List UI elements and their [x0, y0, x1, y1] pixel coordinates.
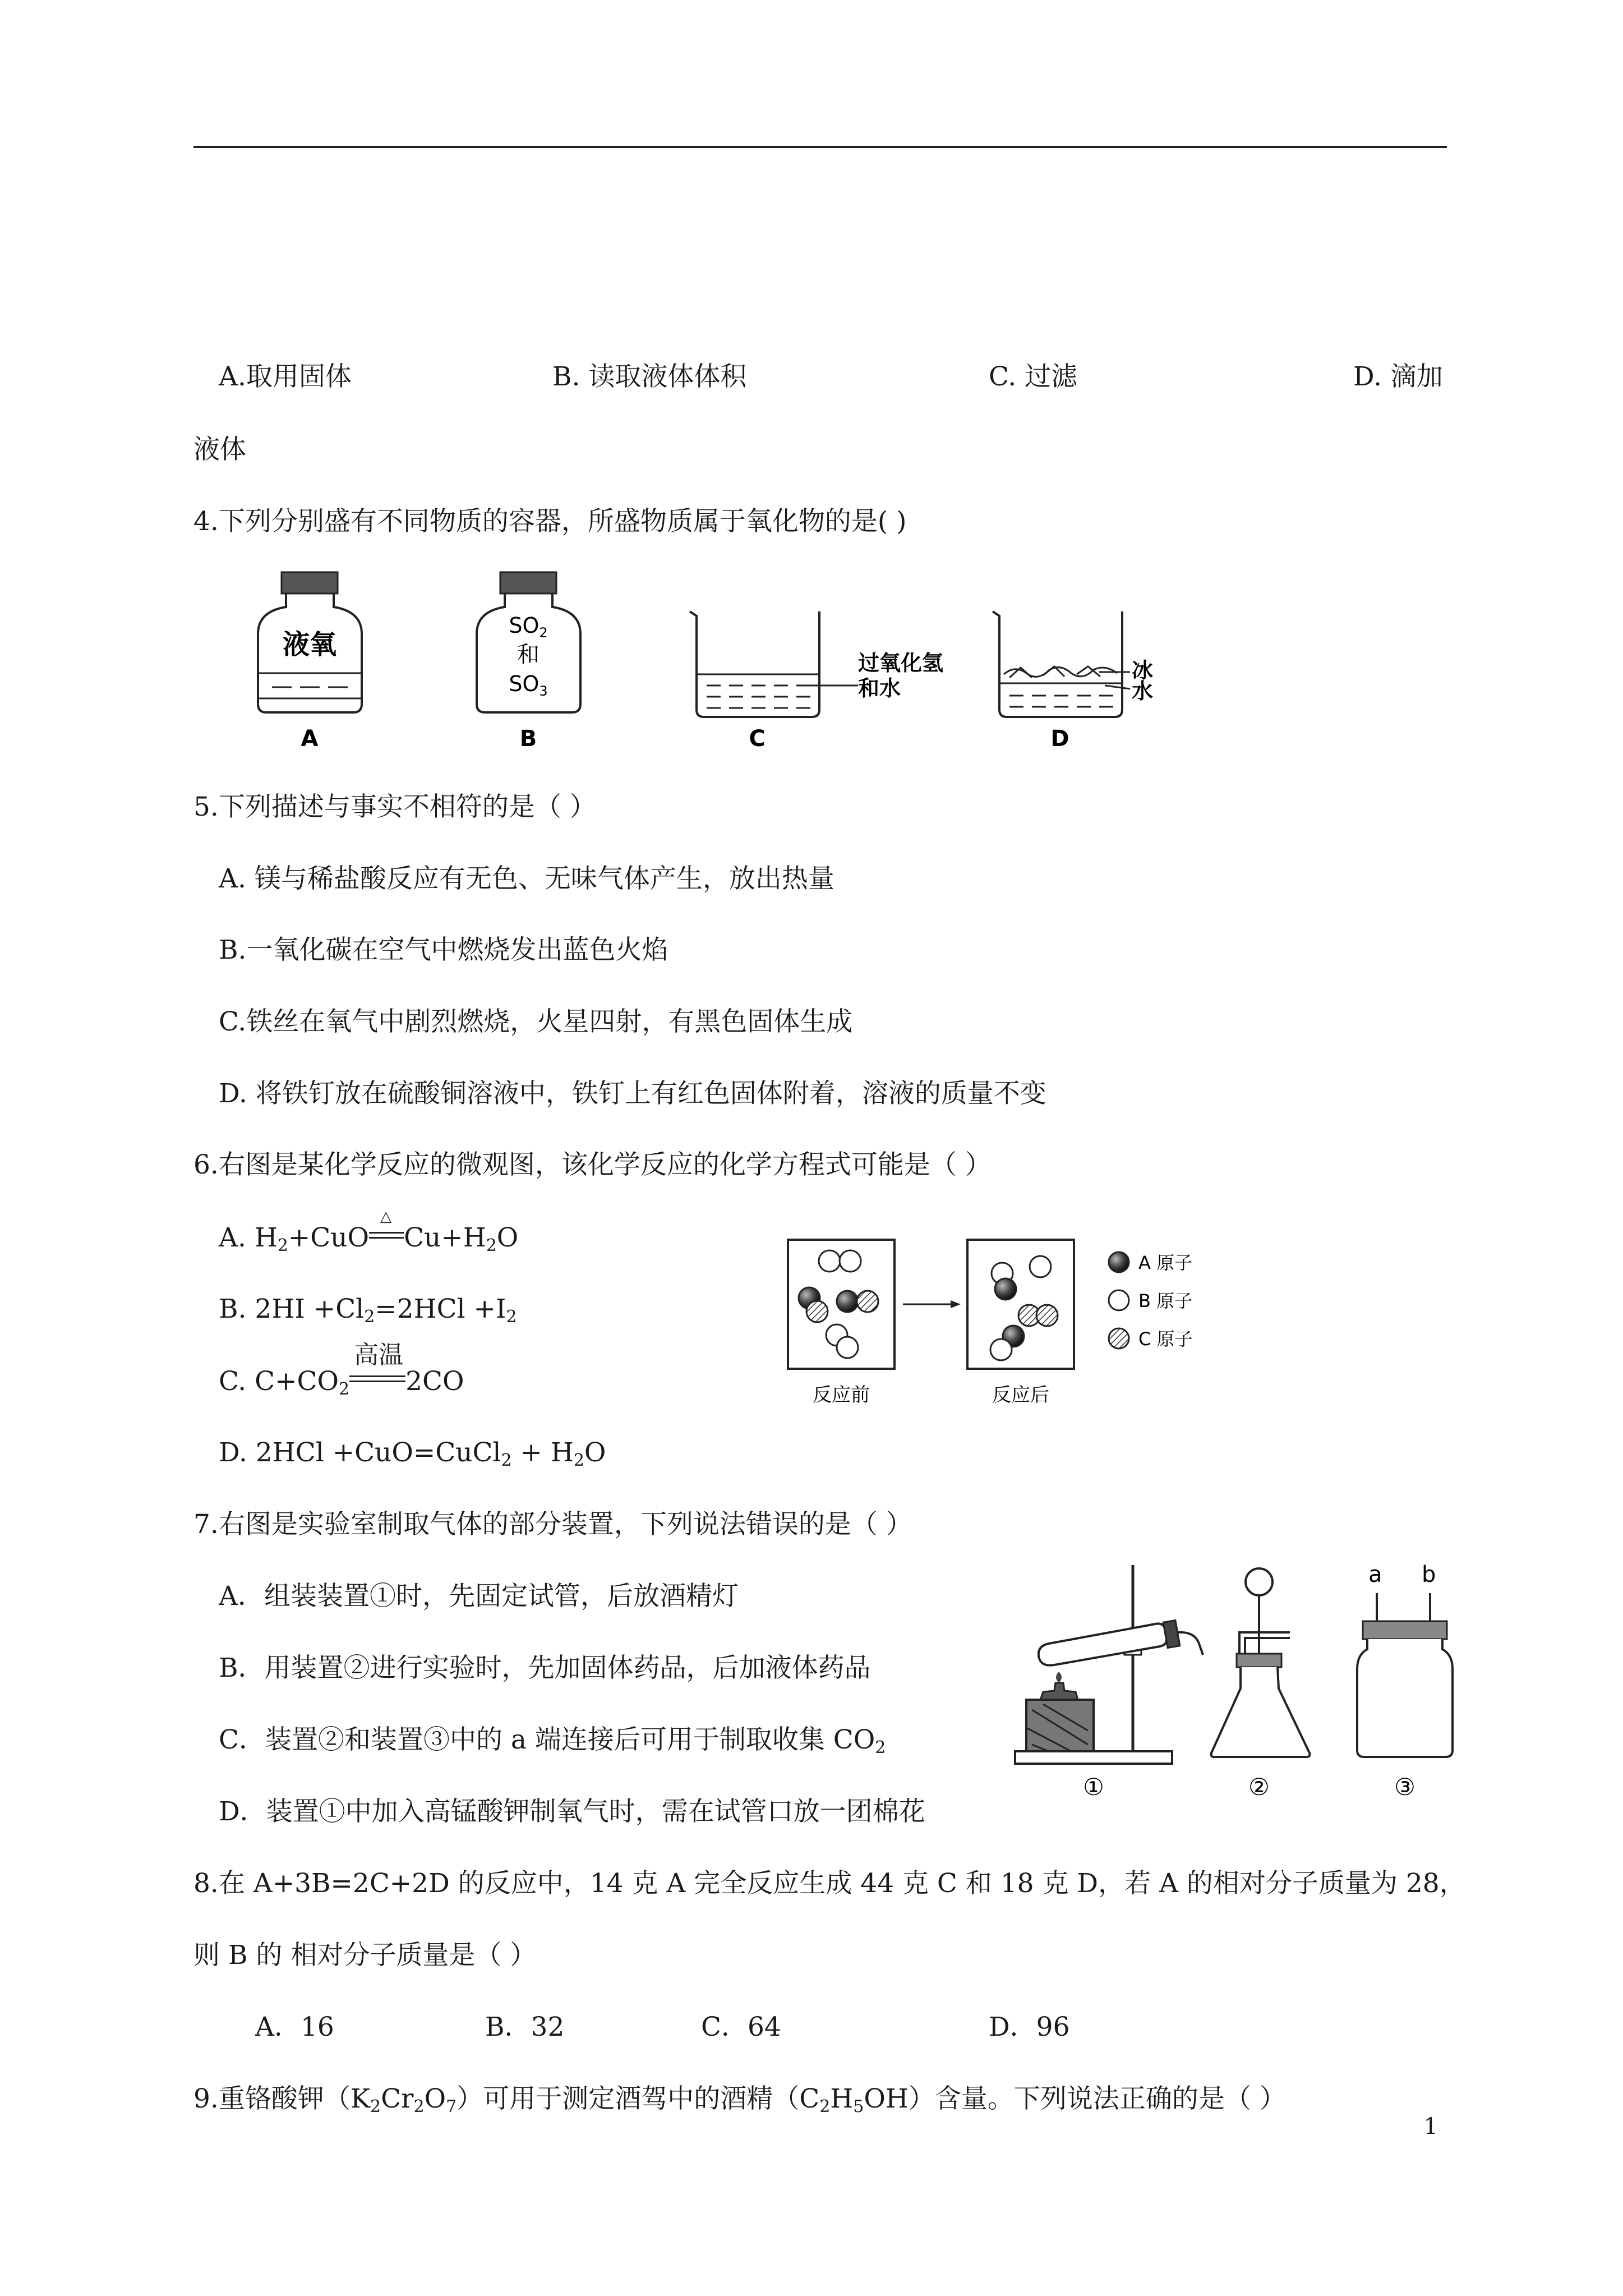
q7-option-a: A．组装装置①时，先固定试管，后放酒精灯	[219, 1581, 739, 1612]
apparatus-2	[1211, 1568, 1310, 1801]
q9-part6: OH）含量。下列说法正确的是（ ）	[864, 2083, 1286, 2114]
label-c: C	[749, 726, 766, 752]
q9-sub2: 2	[413, 2097, 425, 2116]
q6-a-h: H	[254, 1222, 278, 1253]
q5-option-a: A. 镁与稀盐酸反应有无色、无味气体产生，放出热量	[219, 863, 834, 894]
label-3: ③	[1394, 1773, 1415, 1801]
before-label: 反应前	[813, 1384, 870, 1406]
label-a-end: a	[1368, 1562, 1382, 1588]
legend-c: C 原子	[1138, 1328, 1193, 1350]
q6-c-arrow	[349, 1341, 405, 1390]
label-d: D	[1050, 726, 1069, 752]
q5-stem: 5.下列描述与事实不相符的是（ ）	[193, 792, 596, 822]
q6-micro-figure	[782, 1234, 1287, 1425]
q8-stem-line1: 8.在 A+3B=2C+2D 的反应中，14 克 A 完全反应生成 44 克 C 和 18 克 D，若 A 的相对分子质量为 28，	[193, 1868, 1466, 1899]
q9-part1: 9.重铬酸钾（K	[193, 2083, 370, 2114]
d-label-ice: 冰	[1132, 658, 1154, 683]
q6-a-arrow	[369, 1208, 404, 1246]
b-so3: SO	[509, 671, 540, 696]
q6-a-cuo: +CuO	[288, 1222, 370, 1253]
q9-part2: Cr	[381, 2083, 414, 2114]
q8-stem-line2: 则 B 的 相对分子质量是（ ）	[193, 1940, 537, 1971]
q6-b-sub2: 2	[506, 1307, 517, 1327]
after-label: 反应后	[992, 1384, 1049, 1406]
q9-sub1: 2	[370, 2097, 381, 2116]
label-b: B	[519, 726, 537, 752]
bottle-a	[258, 572, 362, 752]
q8-option-b: B．32	[485, 2012, 565, 2042]
q3-option-d-cont: 液体	[193, 434, 246, 465]
q5-option-b: B.一氧化碳在空气中燃烧发出蓝色火焰	[219, 935, 668, 965]
svg-text:SO3	[509, 671, 547, 699]
b-so2: SO	[509, 613, 540, 638]
q6-c-cond: 高温	[354, 1341, 404, 1369]
q6-a-prefix: A.	[219, 1222, 255, 1253]
q6-a-rhs: Cu+H	[404, 1222, 486, 1253]
q7-stem: 7.右图是实验室制取气体的部分装置，下列说法错误的是（ ）	[193, 1509, 912, 1540]
legend-b: B 原子	[1138, 1290, 1193, 1312]
q7-option-c-text: C．装置②和装置③中的 a 端连接后可用于制取收集 CO	[219, 1724, 875, 1755]
q7-option-b: B．用装置②进行实验时，先加固体药品，后加液体药品	[219, 1653, 871, 1683]
q6-stem: 6.右图是某化学反应的微观图，该化学反应的化学方程式可能是（ ）	[193, 1149, 992, 1180]
header-rule	[193, 146, 1447, 148]
b-and: 和	[517, 642, 540, 668]
q9-sub5: 5	[853, 2097, 864, 2116]
q7-apparatus-figure	[1009, 1559, 1475, 1806]
beaker-c	[690, 611, 943, 752]
q9-sub4: 2	[819, 2097, 831, 2116]
label-2: ②	[1248, 1773, 1270, 1801]
c-label-1: 过氧化氢	[858, 651, 944, 675]
q6-b-prefix: B. 2HI +Cl	[219, 1294, 365, 1324]
q9-sub3: 7	[446, 2097, 457, 2116]
b-so2-sub: 2	[539, 625, 548, 641]
q6-a-rhs-end: O	[496, 1222, 519, 1253]
q6-option-d	[219, 1437, 606, 1470]
q6-b-sub1: 2	[364, 1307, 375, 1327]
label-1: ①	[1083, 1773, 1104, 1801]
q6-a-cond: △	[380, 1208, 392, 1225]
d-label-water: 水	[1132, 679, 1154, 703]
beaker-d	[993, 611, 1153, 752]
after-box	[967, 1240, 1074, 1369]
q3-option-d: D. 滴加	[1353, 361, 1443, 392]
q6-a-rhs-sub: 2	[486, 1236, 497, 1255]
q8-option-d: D．96	[989, 2012, 1070, 2042]
q7-option-c	[219, 1724, 886, 1757]
q5-option-c: C.铁丝在氧气中剧烈燃烧，火星四射，有黑色固体生成	[219, 1006, 853, 1037]
q5-option-d: D. 将铁钉放在硫酸铜溶液中，铁钉上有红色固体附着，溶液的质量不变	[219, 1078, 1046, 1109]
q6-option-b	[219, 1294, 517, 1327]
q3-option-b: B. 读取液体体积	[552, 361, 747, 392]
q9-part5: H	[830, 2083, 854, 2114]
q3-option-a: A.取用固体	[219, 361, 352, 392]
q6-d-prefix: D. 2HCl +CuO=CuCl	[219, 1437, 501, 1468]
page-number: 1	[1423, 2114, 1438, 2139]
q9-part3: O	[424, 2083, 446, 2114]
q6-c-sub1: 2	[339, 1379, 350, 1399]
q8-option-c: C．64	[701, 2012, 781, 2042]
q6-option-c	[219, 1341, 464, 1399]
q6-a-h-sub: 2	[277, 1236, 288, 1255]
bottle-b	[477, 572, 580, 752]
label-b-end: b	[1422, 1562, 1436, 1588]
q8-option-a: A．16	[255, 2012, 334, 2042]
q6-d-mid: + H	[511, 1437, 574, 1468]
bottle-a-text: 液氧	[282, 629, 337, 660]
q4-stem: 4.下列分别盛有不同物质的容器，所盛物质属于氧化物的是( )	[193, 506, 907, 537]
c-label-2: 和水	[858, 676, 901, 701]
q6-c-rhs: 2CO	[405, 1366, 464, 1397]
q9-part4: ）可用于测定酒驾中的酒精（C	[457, 2083, 820, 2114]
legend-a: A 原子	[1138, 1252, 1193, 1273]
q7-option-c-sub: 2	[875, 1738, 886, 1757]
q7-option-d: D．装置①中加入高锰酸钾制氧气时，需在试管口放一团棉花	[219, 1796, 925, 1827]
q6-option-a	[219, 1208, 519, 1255]
apparatus-1	[1015, 1565, 1203, 1801]
q6-d-end: O	[584, 1437, 606, 1468]
q4-figure	[247, 572, 1200, 757]
q6-c-prefix: C. C+CO	[219, 1366, 339, 1397]
q3-option-c: C. 过滤	[989, 361, 1078, 392]
b-so3-sub: 3	[539, 683, 548, 699]
q6-d-sub1: 2	[501, 1451, 512, 1470]
svg-text:SO2	[509, 613, 547, 641]
apparatus-3	[1357, 1562, 1453, 1801]
q6-b-mid: =2HCl +I	[375, 1294, 506, 1324]
q6-d-sub2: 2	[573, 1451, 584, 1470]
label-a: A	[301, 726, 319, 752]
q9-stem	[193, 2083, 1286, 2116]
